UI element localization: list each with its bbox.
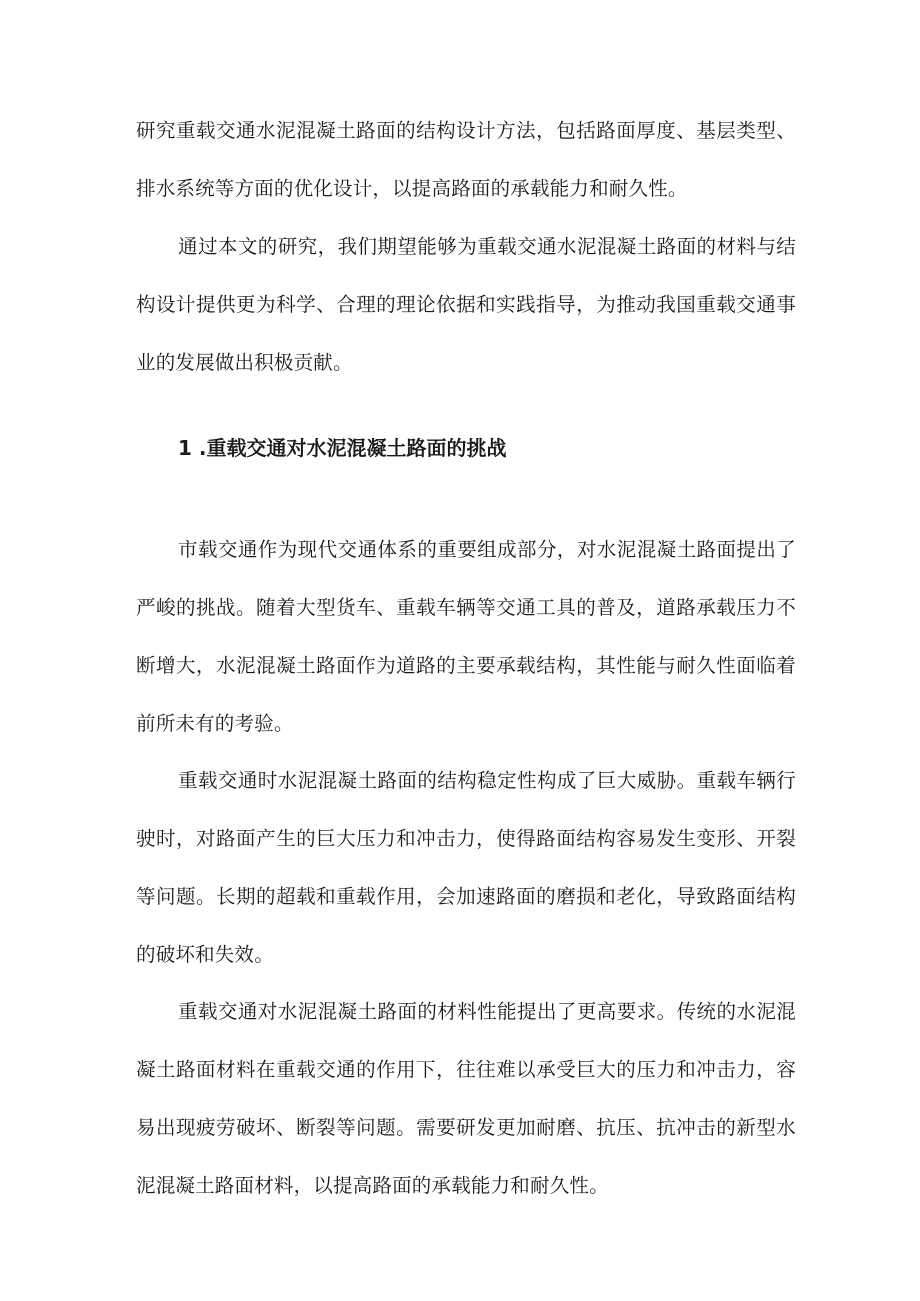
intro-paragraph-2: 通过本文的研究，我们期望能够为重载交通水泥混凝土路面的材料与结构设计提供更为科学、合理的理论依据和实践指导，为推动我国重载交通事业的发展做出积极贡献。 bbox=[136, 235, 796, 374]
section-paragraph-1: 市载交通作为现代交通体系的重要组成部分，对水泥混凝土路面提出了严峻的挑战。随着大型货车、重载车辆等交通工具的普及，道路承载压力不断增大，水泥混凝土路面作为道路的主要承载结构，其性能与耐久性面临着前所未有的考验。 bbox=[136, 538, 796, 735]
section-paragraph-2: 重载交通时水泥混凝土路面的结构稳定性构成了巨大威胁。重载车辆行驶时，对路面产生的巨大压力和冲击力，使得路面结构容易发生变形、开裂等问题。长期的超载和重载作用，会加速路面的磨损和老化，导致路面结构的破坏和失效。 bbox=[136, 769, 796, 966]
section-heading: 1 .重载交通对水泥混凝土路面的挑战 bbox=[178, 436, 507, 460]
section-paragraph-3: 重载交通对水泥混凝土路面的材料性能提出了更高要求。传统的水泥混凝土路面材料在重载交通的作用下，往往难以承受巨大的压力和冲击力，容易出现疲劳破坏、断裂等问题。需要研发更加耐磨、抗压、抗冲击的新型水泥混凝土路面材料，以提高路面的承载能力和耐久性。 bbox=[136, 1000, 796, 1197]
intro-paragraph-1: 研究重载交通水泥混凝土路面的结构设计方法，包括路面厚度、基层类型、排水系统等方面的优化设计，以提高路面的承载能力和耐久性。 bbox=[136, 119, 796, 200]
